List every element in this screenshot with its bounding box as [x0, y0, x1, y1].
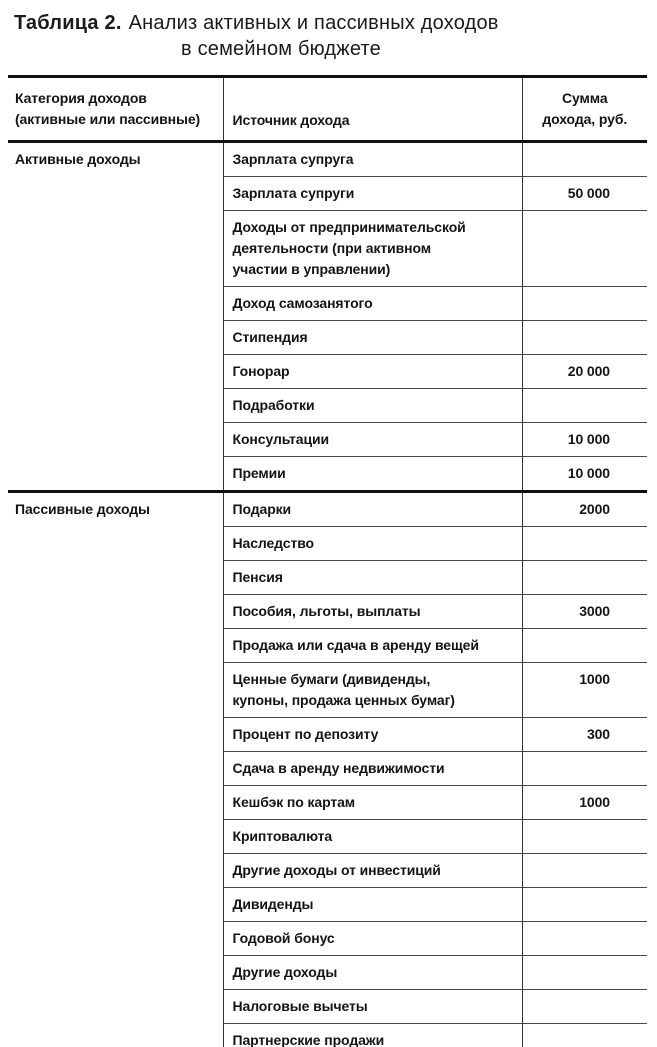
header-amount: [522, 77, 647, 142]
category-cell-active: Активные доходы: [15, 151, 141, 167]
amount-cell: 10 000: [522, 423, 647, 457]
source-cell: Налоговые вычеты: [223, 990, 522, 1024]
amount-cell: 50 000: [522, 177, 647, 211]
source-cell: Сдача в аренду недвижимости: [223, 752, 522, 786]
source-cell: Доходы от предпринимательской деятельности (при активном участии в управлении): [223, 211, 522, 287]
source-cell: Зарплата супруга: [223, 142, 522, 177]
source-cell: Наследство: [223, 527, 522, 561]
title-text: Анализ активных и пассивных доходов: [128, 12, 499, 34]
amount-cell: 10 000: [522, 457, 647, 492]
source-cell: Годовой бонус: [223, 922, 522, 956]
amount-cell: 300: [522, 718, 647, 752]
header-category-line1: Категория доходов: [15, 90, 147, 106]
header-category: [8, 77, 223, 142]
title-line-2: в семейном бюджете: [180, 38, 381, 60]
table-body: [8, 142, 647, 1047]
source-cell: Дивиденды: [223, 888, 522, 922]
source-cell: Продажа или сдача в аренду вещей: [223, 629, 522, 663]
table-row: [8, 142, 647, 177]
source-cell: Зарплата супруги: [223, 177, 522, 211]
amount-cell: [522, 321, 647, 355]
source-cell: Гонорар: [223, 355, 522, 389]
source-cell: Доход самозанятого: [223, 287, 522, 321]
amount-cell: [522, 561, 647, 595]
amount-cell: 1000: [522, 663, 647, 718]
income-table: [8, 75, 647, 1047]
amount-cell: [522, 629, 647, 663]
amount-cell: [522, 854, 647, 888]
page-title: [14, 10, 548, 62]
header-source: Источник дохода: [223, 77, 522, 142]
amount-cell: [522, 990, 647, 1024]
source-cell: Консультации: [223, 423, 522, 457]
header-category-line2: (активные или пассивные): [15, 111, 201, 127]
table-row: [8, 492, 647, 527]
table-header: [8, 77, 647, 142]
amount-cell: [522, 211, 647, 287]
table-number-label: Таблица 2.: [14, 12, 122, 34]
source-cell: Партнерские продажи: [223, 1024, 522, 1047]
amount-cell: [522, 527, 647, 561]
source-cell: Премии: [223, 457, 522, 492]
amount-cell: [522, 389, 647, 423]
source-cell: Кешбэк по картам: [223, 786, 522, 820]
category-cell-passive: Пассивные доходы: [8, 492, 223, 1047]
amount-cell: [522, 142, 647, 177]
amount-cell: [522, 956, 647, 990]
source-cell: Ценные бумаги (дивиденды, купоны, продажа ценных бумаг): [223, 663, 522, 718]
source-cell: Криптовалюта: [223, 820, 522, 854]
header-row: [8, 77, 647, 142]
amount-cell: 1000: [522, 786, 647, 820]
amount-cell: [522, 287, 647, 321]
header-amount-line2: дохода, руб.: [542, 111, 628, 127]
source-cell: Подарки: [223, 492, 522, 527]
amount-cell: [522, 820, 647, 854]
title-line-1: [14, 10, 548, 36]
amount-cell: 20 000: [522, 355, 647, 389]
source-cell: Процент по депозиту: [223, 718, 522, 752]
amount-cell: [522, 752, 647, 786]
source-cell: Пособия, льготы, выплаты: [223, 595, 522, 629]
header-amount-line1: Сумма: [561, 90, 608, 106]
source-cell: Стипендия: [223, 321, 522, 355]
source-cell: Пенсия: [223, 561, 522, 595]
amount-cell: [522, 922, 647, 956]
source-cell: Другие доходы от инвестиций: [223, 854, 522, 888]
amount-cell: [522, 888, 647, 922]
amount-cell: 3000: [522, 595, 647, 629]
amount-cell: [522, 1024, 647, 1047]
source-cell: Подработки: [223, 389, 522, 423]
source-cell: Другие доходы: [223, 956, 522, 990]
amount-cell: 2000: [522, 492, 647, 527]
